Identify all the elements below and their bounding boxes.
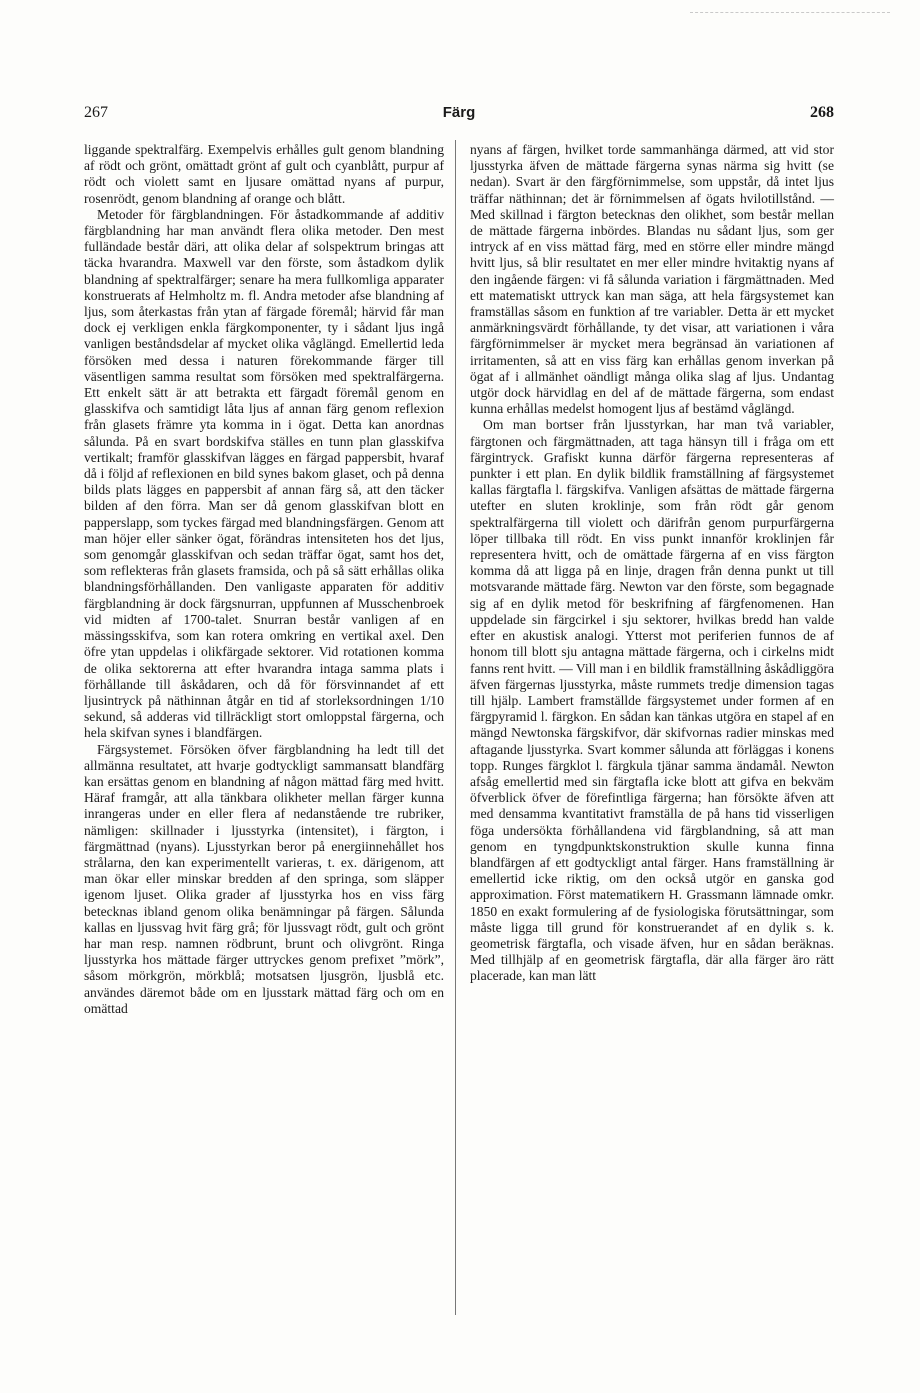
paragraph-fargsystemet: Färgsystemet. Försöken öfver färgblandning ha ledt till det allmänna resultatet, att hvarje godtyckligt sammansatt blandfärg kan ersättas genom en blandning af någon mättad färg med hvitt. Häraf framgår, att alla tänkbara olikheter mellan färger kunna inrangeras under en eller flera af nedanstående tre rubriker, nämligen: skillnader i ljusstyrka (intensitet), i färgton, i färgmättnad (nyans). Ljusstyrkan beror på energiinnehållet hos strålarna, den kan experimentellt varieras, t. ex. därigenom, att man ökar eller minskar bredden af den springa, som släpper igenom ljuset. Olika grader af ljusstyrka hos en viss färg betecknas ibland genom olika benämningar på färgen. Sålunda kallas en ljussvag hvit färg grå; för ljussvagt rödt, gult och grönt har man resp. namnen rödbrunt, brunt och olivgrönt. Ringa ljusstyrka hos mättade färger uttryckes genom prefixet ”mörk”, såsom mörkgrön, mörkblå; motsatsen ljusgrön, ljusblå etc. användes däremot både om en ljusstark mättad färg och om en omättad <box>84 741 444 1016</box>
running-title: Färg <box>442 104 476 121</box>
left-text-column <box>84 142 444 1017</box>
left-page-number: 267 <box>84 104 108 121</box>
paragraph-om-man-bortser: Om man bortser från ljusstyrkan, har man två variabler, färgtonen och färgmättnaden, att taga hänsyn till i fråga om ett färgintryck. Grafiskt kunna därför färgerna representeras af punkter i ett plan. En dylik bildlik framställning af färgsystemet kallas färgtafla l. färgskifva. Vanligen afsättas de mättade färgerna utefter en sluten kroklinje, som från rödt går genom spektralfärgerna till violett och därifrån genom purpurfärgerna löper tillbaka till rödt. En viss punkt innanför kroklinjen får representera hvitt, och de omättade färgerna af en viss färgton komma då att ligga på en linje, dragen från denna punkt ut till motsvarande mättade färg. Newton var den förste, som begagnade sig af en dylik metod för beskrifning af färgfenomenen. Han uppdelade sin färgcirkel i sju sektorer, hvilkas bredd han valde efter en akustisk analogi. Ytterst mot periferien funnos de af honom till blott sju antagna mättade färgerna, och i cirkelns midt fanns rent hvitt. — Vill man i en bildlik framställning åskådliggöra äfven färgernas ljusstyrka, måste rummets tredje dimension tagas till hjälp. Lambert framställde färgsystemet under formen af en färgpyramid l. färgkon. En sådan kan tänkas utgöra en stapel af en mängd Newtonska färgskifvor, där skifvornas radier minskas med aftagande ljusstyrka. Svart kommer sålunda att förläggas i konens topp. Runges färgklot l. färgkula tjänar samma ändamål. Newton afsåg emellertid med sin färgtafla icke blott att gifva en bekväm öfverblick öfver de förefintliga färgerna; han försökte äfven att med densamma kvantitativt framställa de på hans tid visserligen föga undersökta förhållandena vid färgblandning, så att man genom en tyngdpunktskonstruktion skulle kunna finna blandfärgen af ett godtyckligt antal färger. Hans framställning är emellertid icke riktig, om den också utgör en ganska god approximation. Först matematikern H. Grassmann lämnade omkr. 1850 en exakt formulering af de fysiologiska förutsättningar, som måste ligga till grund för konstruerandet af en dylik s. k. geometrisk färgtafla, och visade äfven, hur en sådan beräknas. Med tillhjälp af en geometrisk färgtafla, där alla färger äro rätt placerade, kan man lätt <box>470 417 835 984</box>
paragraph-metoder: Metoder för färgblandningen. För åstadkommande af additiv färgblandning har man användt flera olika metoder. Den mest fulländade består däri, att olika delar af solspektrum bringas att täcka hvarandra. Maxwell var den förste, som åstadkom dylik blandning af spektralfärger; senare ha mera fullkomliga apparater konstruerats af Helmholtz m. fl. Andra metoder afse blandning af ljus, som återkastas från ytan af färgade föremål; härvid får man dock ej verkligen enkla färgkomponenter, ty i sådant ljus ingå vanligen beståndsdelar af mycket olika våglängd. Emellertid leda försöken med dessa i naturen förekommande färger till väsentligen samma resultat som försöken med spektralfärgerna. Ett enkelt sätt är att betrakta ett färgadt föremål genom en glasskifva och samtidigt låta ljus af annan färg genom reflexion från glasets främre yta komma in i ögat. Detta kan anordnas sålunda. På en svart bordskifva ställes en tunn plan glasskifva vertikalt; framför glasskifvan lägges en färgad pappersbit, hvaraf då i följd af reflexionen en bild synes bakom glaset, och på denna bilds plats lägges en pappersbit af annan färg så, att den täcker bilden af den förra. Man ser då genom glasskifvan blott en papperslapp, som tyckes färgad med blandningsfärgen. Genom att man höjer eller sänker ögat, förändras intensiteten hos det ljus, som genomgår glasskifvan och sedan träffar ögat, samt hos det, som reflekteras från glasets framsida, och på så sätt erhållas olika blandningsförhållanden. Den vanligaste apparaten för additiv färgblandning är dock färgsnurran, uppfunnen af Musschenbroek vid midten af 1700-talet. Snurran består vanligen af en mässingsskifva, som kan rotera omkring en vertikal axel. Den öfre ytan uppdelas i olikfärgade sektorer. Vid rotationen komma de olika sektorerna att efter hvarandra intaga samma plats i förhållande till åskådaren, och då för försvinnandet af ett ljusintryck på näthinnan åtgår en tid af storleksordningen 1/10 sekund, så adderas vid tillräckligt stort omloppstal färgerna, och hela skifvan synes i blandfärgen. <box>84 206 444 741</box>
column-divider <box>455 140 456 1315</box>
scan-edge-rule <box>690 12 890 13</box>
right-text-column <box>470 142 834 985</box>
running-header <box>84 104 834 126</box>
right-page-number: 268 <box>810 104 834 121</box>
paragraph: nyans af färgen, hvilket torde sammanhänga därmed, att vid stor ljusstyrka äfven de mättade färgerna synas närma sig hvitt (se nedan). Svart är den färgförnimmelse, som uppstår, då intet ljus träffar näthinnan; det är förnimmelsen af ögats hvilotillstånd. — Med skillnad i färgton betecknas den olikhet, som består mellan de mättade färgerna inbördes. Blandas nu sådant ljus, som ger intryck af en viss mättad färg, med en större eller mindre mängd hvitt ljus, så blir resultatet en mer eller mindre hvitaktig nyans af den ingående färgen: vi få sålunda variation i färgmättnaden. Med ett matematiskt uttryck kan man säga, att hela färgsystemet kan framställas såsom en funktion af tre variabler. Detta är ett mycket anmärkningsvärdt förhållande, ty det visar, att variationen i våra färgförnimmelser är mycket mera begränsad än variationen af irritamenten, så att en viss färg kan erhållas genom inverkan på ögat af i allmänhet oändligt många olika slag af ljus. Undantag utgör dock härvidlag en del af de mättade färgerna, som endast kunna erhållas medelst homogent ljus af bestämd våglängd. <box>470 142 834 417</box>
paragraph: liggande spektralfärg. Exempelvis erhålles gult genom blandning af rödt och grönt, omättadt grönt af gult och cyanblått, purpur af rödt och violett samt en ljusare omättad nyans af purpur, rosenrödt, genom blandning af orange och blått. <box>84 142 444 206</box>
